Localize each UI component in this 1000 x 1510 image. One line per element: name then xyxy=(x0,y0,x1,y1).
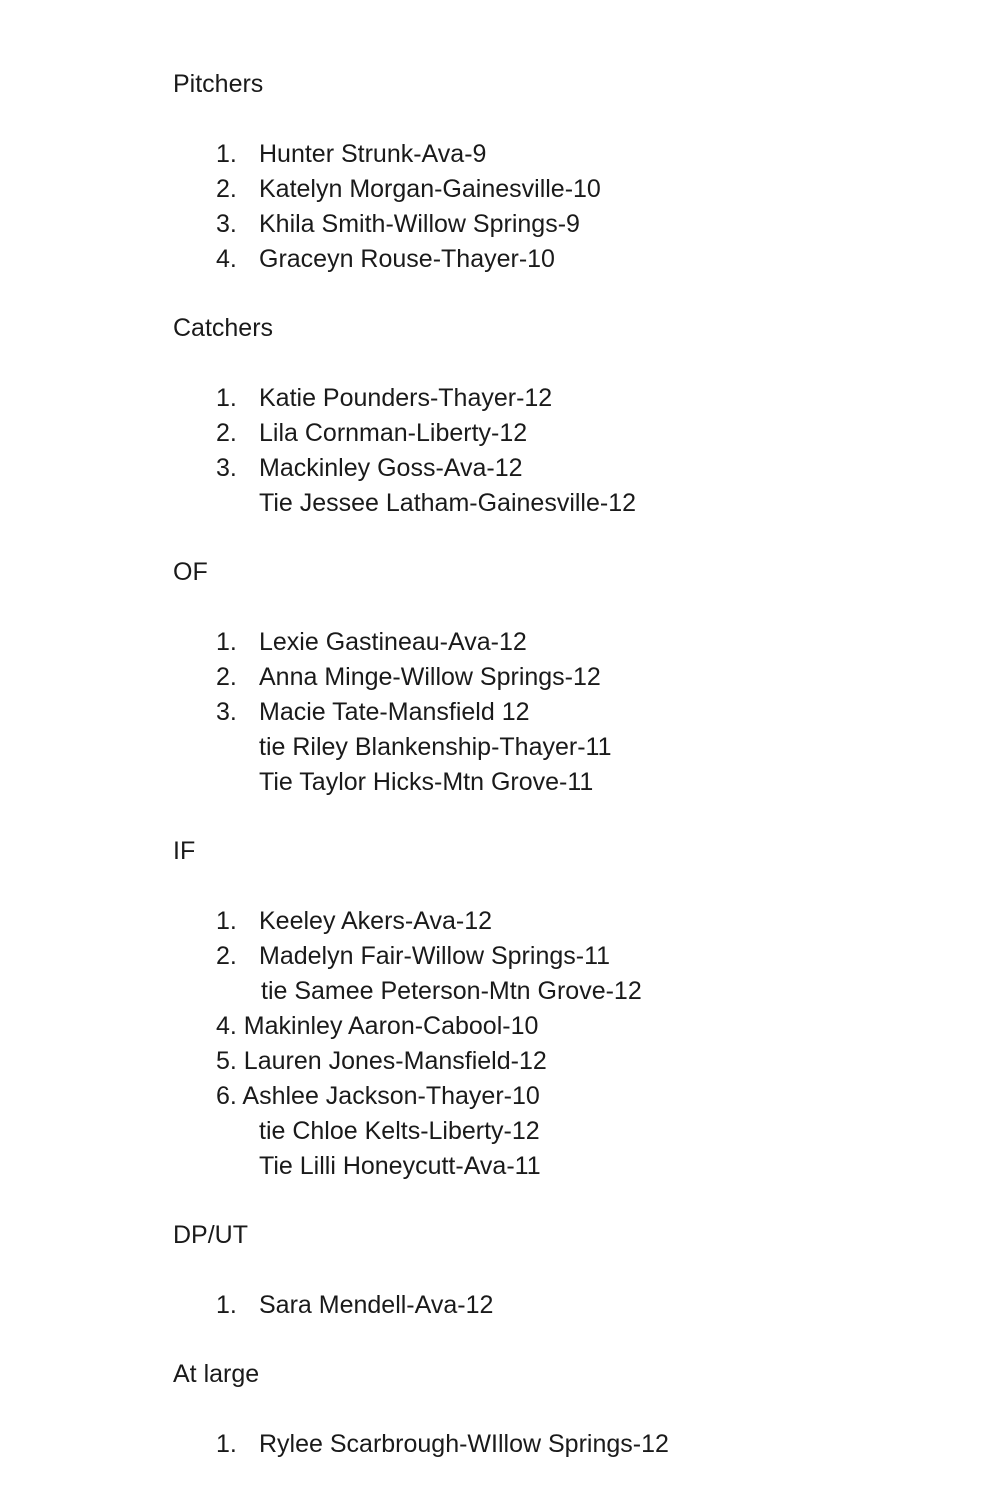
list-number: 1. xyxy=(216,384,237,412)
section-heading-of: OF xyxy=(173,558,208,586)
list-text: Lexie Gastineau-Ava-12 xyxy=(259,628,527,656)
list-item-tie: Tie Jessee Latham-Gainesville-12 xyxy=(259,489,637,517)
list-number: 2. xyxy=(216,663,237,691)
section-heading-catchers: Catchers xyxy=(173,314,274,342)
section-heading-dp-ut: DP/UT xyxy=(173,1221,248,1249)
list-text: Anna Minge-Willow Springs-12 xyxy=(259,663,601,691)
list-text: Macie Tate-Mansfield 12 xyxy=(259,698,530,726)
section-heading-at-large: At large xyxy=(173,1360,260,1388)
list-number: 1. xyxy=(216,1430,237,1458)
list-item: 4. Makinley Aaron-Cabool-10 xyxy=(216,1012,539,1040)
list-number: 2. xyxy=(216,175,237,203)
list-item-tie: tie Samee Peterson-Mtn Grove-12 xyxy=(261,977,642,1005)
list-text: Hunter Strunk-Ava-9 xyxy=(259,140,487,168)
list-number: 1. xyxy=(216,628,237,656)
list-item: 6. Ashlee Jackson-Thayer-10 xyxy=(216,1082,540,1110)
list-text: Graceyn Rouse-Thayer-10 xyxy=(259,245,555,273)
list-number: 1. xyxy=(216,907,237,935)
list-text: Katelyn Morgan-Gainesville-10 xyxy=(259,175,601,203)
list-text: Katie Pounders-Thayer-12 xyxy=(259,384,553,412)
list-item-tie: Tie Lilli Honeycutt-Ava-11 xyxy=(259,1152,541,1180)
list-text: Khila Smith-Willow Springs-9 xyxy=(259,210,580,238)
list-text: Rylee Scarbrough-WIllow Springs-12 xyxy=(259,1430,669,1458)
list-item-tie: Tie Taylor Hicks-Mtn Grove-11 xyxy=(259,768,594,796)
list-number: 3. xyxy=(216,454,237,482)
list-number: 3. xyxy=(216,210,237,238)
section-heading-if: IF xyxy=(173,837,196,865)
list-number: 4. xyxy=(216,245,237,273)
list-number: 2. xyxy=(216,419,237,447)
list-text: Keeley Akers-Ava-12 xyxy=(259,907,492,935)
list-item: 5. Lauren Jones-Mansfield-12 xyxy=(216,1047,547,1075)
list-number: 2. xyxy=(216,942,237,970)
list-number: 1. xyxy=(216,1291,237,1319)
section-heading-pitchers: Pitchers xyxy=(173,70,264,98)
list-item-tie: tie Riley Blankenship-Thayer-11 xyxy=(259,733,612,761)
list-item-tie: tie Chloe Kelts-Liberty-12 xyxy=(259,1117,540,1145)
list-number: 3. xyxy=(216,698,237,726)
list-text: Lila Cornman-Liberty-12 xyxy=(259,419,528,447)
list-text: Sara Mendell-Ava-12 xyxy=(259,1291,494,1319)
list-text: Mackinley Goss-Ava-12 xyxy=(259,454,523,482)
list-number: 1. xyxy=(216,140,237,168)
list-text: Madelyn Fair-Willow Springs-11 xyxy=(259,942,611,970)
